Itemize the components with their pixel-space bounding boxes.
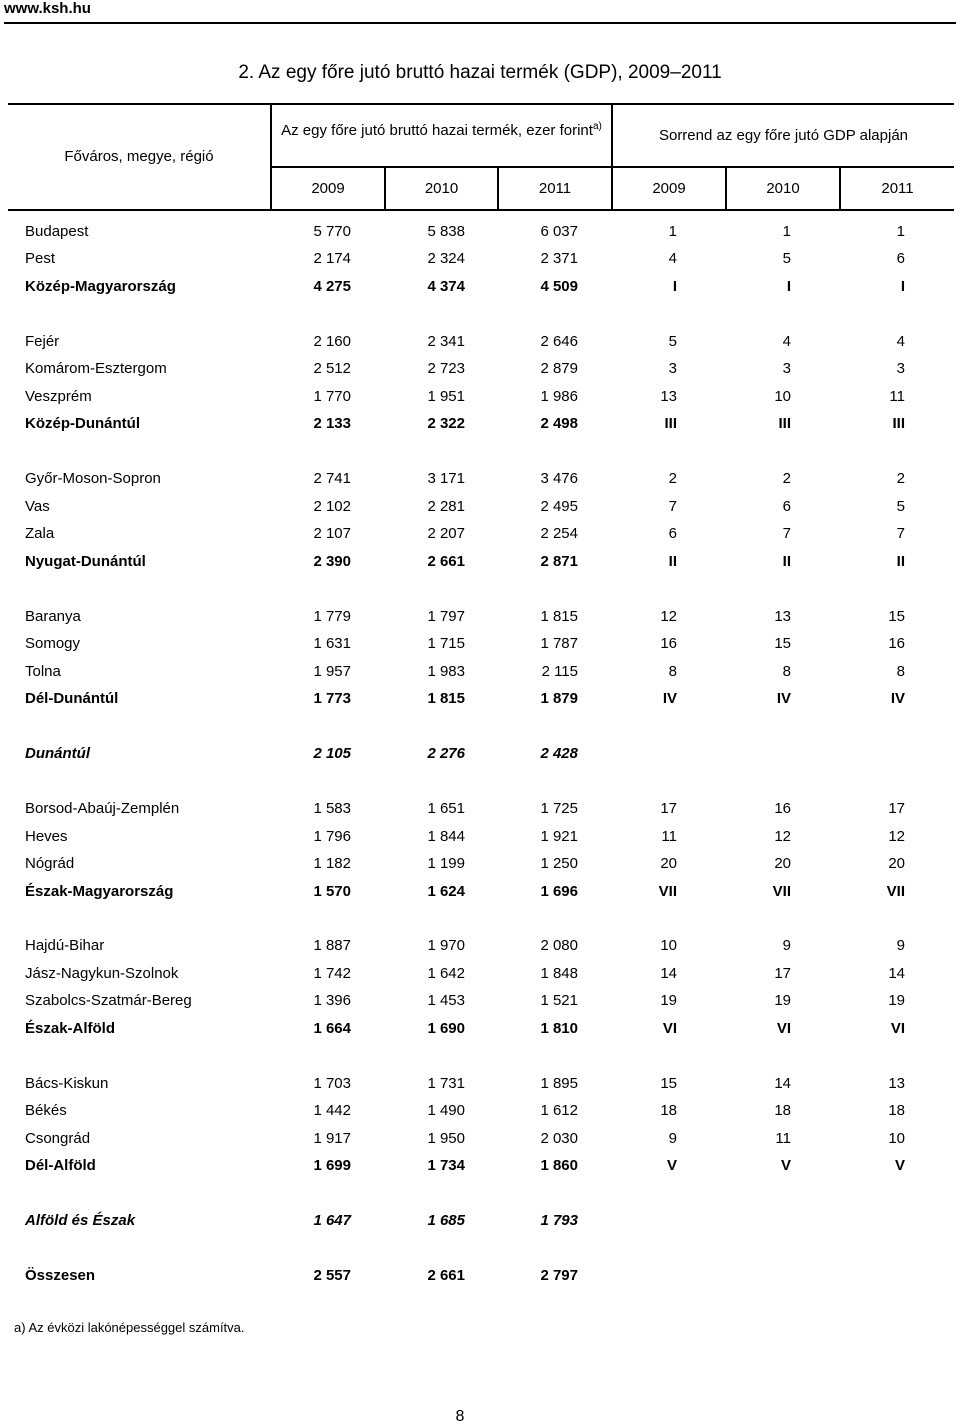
rank-value-2009: III: [664, 415, 677, 432]
table-row: [0, 550, 960, 574]
row-label: Összesen: [25, 1267, 96, 1284]
rank-value-2010: V: [780, 1157, 791, 1174]
row-label: Vas: [25, 498, 50, 515]
gdp-value-2011: 2 254: [540, 525, 578, 542]
table-row: [0, 880, 960, 904]
gdp-value-2009: 2 133: [313, 415, 351, 432]
row-label: Somogy: [25, 635, 81, 652]
row-label: Szabolcs-Szatmár-Bereg: [25, 992, 192, 1009]
gdp-value-2010: 1 951: [427, 388, 465, 405]
rank-value-2010: 6: [782, 498, 791, 515]
rank-value-2011: II: [896, 553, 905, 570]
rank-value-2009: 18: [660, 1102, 677, 1119]
rank-value-2009: 3: [668, 360, 677, 377]
gdp-value-2011: 2 879: [540, 360, 578, 377]
gdp-value-2009: 1 583: [313, 800, 351, 817]
table-row: [0, 962, 960, 986]
rank-value-2011: 16: [888, 635, 905, 652]
row-label: Észak-Magyarország: [25, 883, 174, 900]
rank-value-2010: 20: [774, 855, 791, 872]
table-row: [0, 1209, 960, 1233]
row-label: Komárom-Esztergom: [25, 360, 167, 377]
table-row: [0, 220, 960, 244]
rank-value-2010: III: [778, 415, 791, 432]
gdp-value-2011: 2 498: [540, 415, 578, 432]
rank-value-2011: 5: [896, 498, 905, 515]
rank-value-2010: VI: [776, 1020, 791, 1037]
table-row: [0, 522, 960, 546]
rank-value-2009: 9: [668, 1130, 677, 1147]
gdp-value-2009: 1 182: [313, 855, 351, 872]
row-label: Győr-Moson-Sopron: [25, 470, 161, 487]
gdp-value-2010: 1 983: [427, 663, 465, 680]
rank-value-2009: VII: [658, 883, 677, 900]
row-label: Dél-Alföld: [25, 1157, 96, 1174]
gdp-value-2011: 1 696: [540, 883, 578, 900]
gdp-value-2009: 2 107: [313, 525, 351, 542]
rank-value-2011: 2: [896, 470, 905, 487]
gdp-value-2009: 1 887: [313, 937, 351, 954]
gdp-value-2009: 1 699: [313, 1157, 351, 1174]
table-row: [0, 247, 960, 271]
gdp-value-2010: 1 490: [427, 1102, 465, 1119]
rank-value-2010: II: [782, 553, 791, 570]
table-row: [0, 934, 960, 958]
rank-value-2010: 7: [782, 525, 791, 542]
table-row: [0, 1127, 960, 1151]
row-label: Pest: [25, 250, 56, 267]
gdp-value-2009: 2 174: [313, 250, 351, 267]
rank-value-2010: 4: [782, 333, 791, 350]
row-label: Borsod-Abaúj-Zemplén: [25, 800, 180, 817]
gdp-value-2009: 2 512: [313, 360, 351, 377]
rank-value-2010: IV: [776, 690, 791, 707]
gdp-value-2009: 1 631: [313, 635, 351, 652]
gdp-value-2011: 2 646: [540, 333, 578, 350]
rank-value-2009: VI: [662, 1020, 677, 1037]
gdp-value-2009: 4 275: [313, 278, 351, 295]
rank-value-2011: 6: [896, 250, 905, 267]
header-gdp-group: [272, 118, 611, 140]
rank-value-2010: 15: [774, 635, 791, 652]
rank-value-2011: 11: [889, 388, 905, 405]
row-label: Közép-Magyarország: [25, 278, 176, 295]
rank-value-2010: 13: [774, 608, 791, 625]
gdp-value-2009: 2 105: [313, 745, 351, 762]
rank-value-2009: 20: [660, 855, 677, 872]
gdp-value-2009: 2 741: [313, 470, 351, 487]
rank-value-2011: 9: [896, 937, 905, 954]
gdp-value-2009: 1 442: [313, 1102, 351, 1119]
table-row: [0, 852, 960, 876]
table-row: [0, 687, 960, 711]
row-label: Heves: [25, 828, 68, 845]
row-label: Bács-Kiskun: [25, 1075, 109, 1092]
rank-value-2010: VII: [772, 883, 791, 900]
gdp-value-2009: 1 664: [313, 1020, 351, 1037]
header-bottom-rule: [8, 209, 954, 211]
rank-value-2010: 10: [774, 388, 791, 405]
table-row: [0, 660, 960, 684]
gdp-value-2011: 2 428: [540, 745, 578, 762]
rank-value-2011: 13: [888, 1075, 905, 1092]
table-row: [0, 467, 960, 491]
gdp-value-2009: 1 796: [313, 828, 351, 845]
gdp-value-2011: 1 725: [540, 800, 578, 817]
gdp-value-2009: 2 390: [313, 553, 351, 570]
gdp-value-2010: 1 199: [427, 855, 465, 872]
table-row: [0, 495, 960, 519]
gdp-value-2011: 1 250: [540, 855, 578, 872]
gdp-value-2010: 1 642: [427, 965, 465, 982]
row-label: Csongrád: [25, 1130, 91, 1147]
rank-value-2010: I: [786, 278, 791, 295]
rank-value-2010: 11: [775, 1130, 791, 1147]
table-row: [0, 1264, 960, 1288]
row-label: Zala: [25, 525, 55, 542]
gdp-value-2009: 1 396: [313, 992, 351, 1009]
table-row: [0, 1017, 960, 1041]
gdp-value-2010: 3 171: [427, 470, 465, 487]
rank-value-2009: 19: [660, 992, 677, 1009]
row-label: Budapest: [25, 223, 89, 240]
rank-value-2011: 1: [896, 223, 905, 240]
gdp-value-2011: 1 895: [540, 1075, 578, 1092]
gdp-value-2010: 1 624: [427, 883, 465, 900]
row-label: Baranya: [25, 608, 81, 625]
rank-value-2009: 13: [660, 388, 677, 405]
table-row: [0, 989, 960, 1013]
rank-value-2009: V: [666, 1157, 677, 1174]
gdp-value-2010: 1 685: [427, 1212, 465, 1229]
gdp-value-2010: 2 281: [427, 498, 465, 515]
header-rank-group: Sorrend az egy főre jutó GDP alapján: [658, 127, 909, 144]
gdp-value-2010: 2 324: [427, 250, 465, 267]
rank-value-2009: 8: [668, 663, 677, 680]
gdp-value-2009: 1 957: [313, 663, 351, 680]
gdp-value-2010: 1 970: [427, 937, 465, 954]
rank-value-2009: 1: [668, 223, 677, 240]
rank-value-2011: IV: [890, 690, 905, 707]
gdp-value-2011: 2 115: [541, 663, 578, 680]
gdp-value-2009: 1 703: [313, 1075, 351, 1092]
rank-value-2009: 17: [660, 800, 677, 817]
rank-value-2011: III: [892, 415, 905, 432]
rank-value-2009: 5: [668, 333, 677, 350]
rank-value-2009: 16: [660, 635, 677, 652]
rank-value-2010: 5: [782, 250, 791, 267]
row-label: Tolna: [25, 663, 61, 680]
rank-value-2011: 12: [888, 828, 905, 845]
gdp-value-2010: 1 651: [427, 800, 465, 817]
gdp-value-2011: 2 871: [540, 553, 578, 570]
table-row: [0, 330, 960, 354]
row-label: Dunántúl: [25, 745, 90, 762]
rank-value-2009: 6: [668, 525, 677, 542]
table-row: [0, 797, 960, 821]
gdp-value-2010: 1 815: [427, 690, 465, 707]
gdp-value-2010: 2 276: [427, 745, 465, 762]
rank-value-2011: 4: [896, 333, 905, 350]
gdp-value-2011: 1 810: [540, 1020, 578, 1037]
table-row: [0, 1154, 960, 1178]
header-gdp-label: Az egy főre jutó bruttó hazai termék, ezer forint: [281, 122, 593, 139]
gdp-value-2010: 2 322: [427, 415, 465, 432]
header-year-5: 2010: [766, 180, 800, 197]
rank-value-2010: 2: [782, 470, 791, 487]
rank-value-2010: 16: [774, 800, 791, 817]
row-label: Dél-Dunántúl: [25, 690, 119, 707]
gdp-value-2011: 2 371: [540, 250, 578, 267]
rank-value-2011: 17: [888, 800, 905, 817]
gdp-value-2011: 1 879: [540, 690, 578, 707]
gdp-value-2009: 1 917: [313, 1130, 351, 1147]
gdp-value-2010: 1 453: [427, 992, 465, 1009]
gdp-value-2009: 1 742: [313, 965, 351, 982]
gdp-value-2010: 2 723: [427, 360, 465, 377]
gdp-value-2009: 1 779: [313, 608, 351, 625]
gdp-value-2011: 3 476: [540, 470, 578, 487]
rank-value-2009: 14: [660, 965, 677, 982]
site-url[interactable]: www.ksh.hu: [4, 0, 91, 17]
table-row: [0, 632, 960, 656]
rank-value-2011: 7: [896, 525, 905, 542]
table-row: [0, 357, 960, 381]
header-region: Főváros, megye, régió: [64, 148, 214, 165]
gdp-value-2010: 4 374: [427, 278, 465, 295]
rank-value-2010: 3: [782, 360, 791, 377]
gdp-value-2010: 2 207: [427, 525, 465, 542]
rank-value-2009: 4: [668, 250, 677, 267]
rank-value-2011: V: [894, 1157, 905, 1174]
gdp-value-2010: 1 950: [427, 1130, 465, 1147]
row-label: Nyugat-Dunántúl: [25, 553, 146, 570]
page-title: 2. Az egy főre jutó bruttó hazai termék (GDP), 2009–2011: [238, 62, 722, 83]
gdp-value-2011: 2 080: [540, 937, 578, 954]
header-year-1: 2009: [311, 180, 345, 197]
gdp-value-2010: 2 661: [427, 553, 465, 570]
rank-value-2009: 2: [668, 470, 677, 487]
table-row: [0, 385, 960, 409]
gdp-value-2010: 1 844: [427, 828, 465, 845]
rank-value-2011: 10: [888, 1130, 905, 1147]
gdp-value-2011: 2 030: [540, 1130, 578, 1147]
gdp-value-2011: 1 848: [540, 965, 578, 982]
page-number: 8: [455, 1408, 465, 1425]
gdp-value-2010: 5 838: [427, 223, 465, 240]
gdp-value-2011: 1 787: [540, 635, 578, 652]
rank-value-2009: 11: [661, 828, 677, 845]
gdp-value-2011: 2 495: [540, 498, 578, 515]
rank-value-2011: VI: [890, 1020, 905, 1037]
row-label: Közép-Dunántúl: [25, 415, 140, 432]
gdp-value-2010: 2 341: [427, 333, 465, 350]
gdp-value-2011: 6 037: [540, 223, 578, 240]
table-row: [0, 275, 960, 299]
rank-value-2010: 19: [774, 992, 791, 1009]
header-year-6: 2011: [881, 180, 914, 197]
gdp-value-2009: 2 160: [313, 333, 351, 350]
gdp-value-2009: 1 647: [313, 1212, 351, 1229]
rank-value-2011: 3: [896, 360, 905, 377]
gdp-value-2011: 1 612: [540, 1102, 578, 1119]
rank-value-2010: 14: [774, 1075, 791, 1092]
gdp-value-2010: 1 734: [427, 1157, 465, 1174]
header-year-4: 2009: [652, 180, 686, 197]
table-row: [0, 1072, 960, 1096]
row-label: Hajdú-Bihar: [25, 937, 105, 954]
gdp-value-2009: 1 770: [313, 388, 351, 405]
table-row: [0, 412, 960, 436]
rank-value-2010: 9: [782, 937, 791, 954]
rank-value-2011: 15: [888, 608, 905, 625]
rank-value-2010: 1: [782, 223, 791, 240]
rank-value-2011: 14: [888, 965, 905, 982]
footnote: a) Az évközi lakónépességgel számítva.: [14, 1320, 245, 1335]
row-label: Jász-Nagykun-Szolnok: [25, 965, 179, 982]
row-label: Fejér: [25, 333, 60, 350]
gdp-value-2011: 1 815: [540, 608, 578, 625]
rank-value-2010: 17: [774, 965, 791, 982]
rank-value-2011: VII: [886, 883, 905, 900]
gdp-value-2011: 1 921: [540, 828, 578, 845]
gdp-value-2010: 1 731: [427, 1075, 465, 1092]
gdp-value-2010: 2 661: [427, 1267, 465, 1284]
gdp-value-2010: 1 715: [427, 635, 465, 652]
gdp-value-2011: 1 521: [540, 992, 578, 1009]
header-year-3: 2011: [538, 180, 572, 197]
row-label: Nógrád: [25, 855, 75, 872]
rank-value-2011: 8: [896, 663, 905, 680]
gdp-value-2010: 1 797: [427, 608, 465, 625]
row-label: Észak-Alföld: [25, 1020, 116, 1037]
row-label: Békés: [25, 1102, 67, 1119]
rank-value-2010: 12: [774, 828, 791, 845]
header-year-2: 2010: [424, 180, 459, 197]
table-row: [0, 1099, 960, 1123]
rank-value-2010: 8: [782, 663, 791, 680]
gdp-value-2011: 4 509: [540, 278, 578, 295]
gdp-value-2011: 2 797: [540, 1267, 578, 1284]
gdp-value-2011: 1 793: [540, 1212, 578, 1229]
rank-value-2009: 10: [660, 937, 677, 954]
rank-value-2011: 19: [888, 992, 905, 1009]
gdp-value-2009: 2 102: [313, 498, 351, 515]
rank-value-2009: 12: [660, 608, 677, 625]
gdp-value-2009: 1 570: [313, 883, 351, 900]
rank-value-2009: 15: [660, 1075, 677, 1092]
gdp-value-2009: 1 773: [313, 690, 351, 707]
rank-value-2009: I: [672, 278, 677, 295]
header-top-rule: [8, 103, 954, 105]
table-row: [0, 605, 960, 629]
row-label: Alföld és Észak: [25, 1212, 136, 1229]
gdp-value-2011: 1 986: [540, 388, 578, 405]
rank-value-2011: 18: [888, 1102, 905, 1119]
rank-value-2011: 20: [888, 855, 905, 872]
gdp-value-2011: 1 860: [540, 1157, 578, 1174]
top-rule: [4, 22, 956, 24]
table-row: [0, 742, 960, 766]
gdp-value-2009: 2 557: [313, 1267, 351, 1284]
rank-value-2009: II: [668, 553, 677, 570]
gdp-value-2010: 1 690: [427, 1020, 465, 1037]
table-row: [0, 825, 960, 849]
rank-value-2010: 18: [774, 1102, 791, 1119]
footnote-marker: a): [592, 121, 602, 132]
rank-value-2011: I: [900, 278, 905, 295]
rank-value-2009: 7: [668, 498, 677, 515]
row-label: Veszprém: [25, 388, 92, 405]
rank-value-2009: IV: [662, 690, 677, 707]
gdp-value-2009: 5 770: [313, 223, 351, 240]
